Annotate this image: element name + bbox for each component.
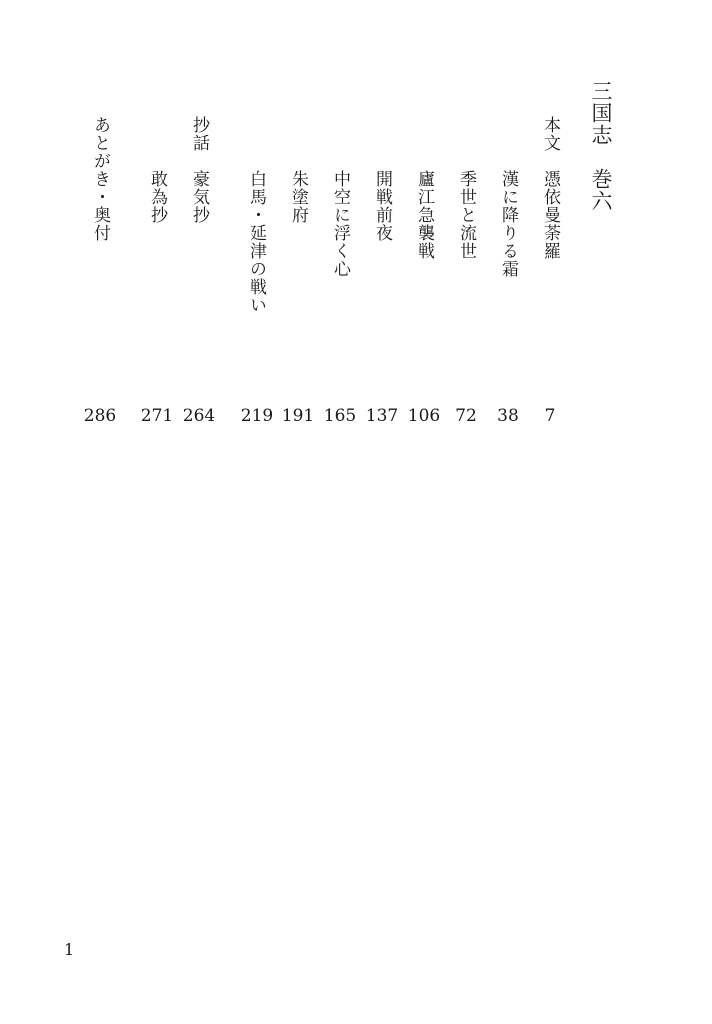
toc-entry-page: 7 bbox=[544, 406, 556, 426]
page-number: 1 bbox=[64, 940, 75, 959]
section-label-showa: 抄話 bbox=[189, 116, 209, 152]
toc-entry-title[interactable]: 季世と流世 bbox=[456, 170, 476, 260]
toc-entry-page: 219 bbox=[240, 406, 274, 426]
toc-entry-title[interactable]: 朱塗府 bbox=[288, 170, 308, 224]
toc-entry-title[interactable]: 漢に降りる霜 bbox=[498, 170, 518, 278]
toc-entry-page: 165 bbox=[323, 406, 357, 426]
toc-entry-title[interactable]: 開戦前夜 bbox=[372, 170, 392, 242]
toc-entry-title[interactable]: 中空に浮く心 bbox=[330, 170, 350, 278]
toc-entry-page: 38 bbox=[497, 406, 519, 426]
section-label-honbun: 本文 bbox=[540, 116, 560, 152]
toc-entry-title[interactable]: 憑依曼荼羅 bbox=[540, 170, 560, 260]
toc-entry-page: 286 bbox=[83, 406, 117, 426]
toc-entry-page: 191 bbox=[281, 406, 315, 426]
toc-entry-page: 137 bbox=[365, 406, 399, 426]
toc-entry-title[interactable]: あとがき・奥付 bbox=[90, 116, 110, 242]
toc-entry-title[interactable]: 敢為抄 bbox=[147, 170, 167, 224]
toc-entry-title[interactable]: 白馬・延津の戦い bbox=[246, 170, 266, 314]
toc-entry-page: 106 bbox=[407, 406, 441, 426]
toc-entry-page: 271 bbox=[140, 406, 174, 426]
toc-entry-page: 264 bbox=[182, 406, 216, 426]
book-title: 三国志 巻六 bbox=[589, 80, 613, 212]
toc-entry-page: 72 bbox=[455, 406, 477, 426]
toc-entry-title[interactable]: 豪気抄 bbox=[189, 170, 209, 224]
toc-entry-title[interactable]: 廬江急襲戦 bbox=[414, 170, 434, 260]
